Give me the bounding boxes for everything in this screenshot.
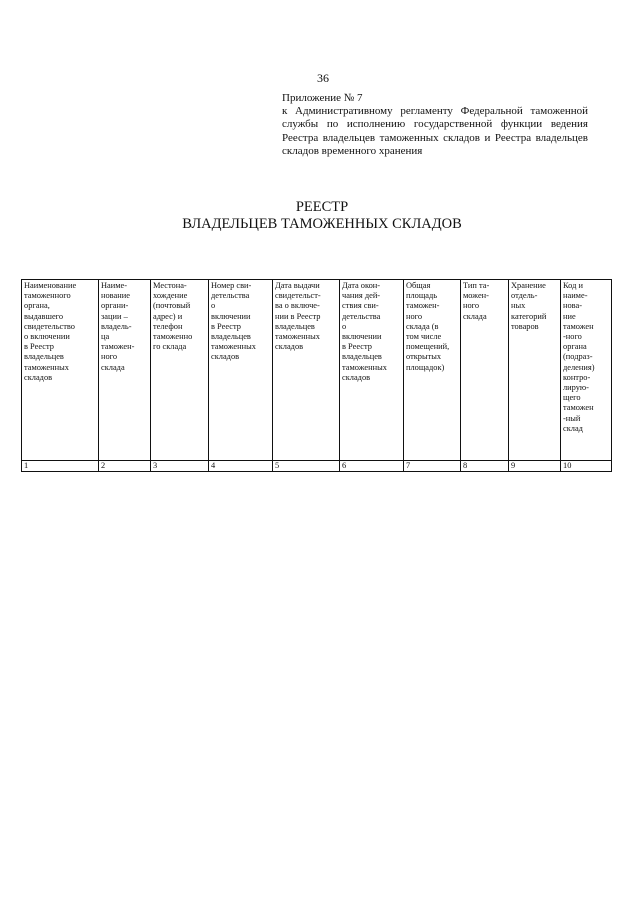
column-number: 8	[461, 461, 509, 472]
page-number: 36	[317, 71, 329, 85]
column-number: 6	[340, 461, 404, 472]
header-cell-issue-date: Дата выдачи свидетельст- ва о включе- нии в Реестр владельцев таможенных складов	[273, 280, 340, 461]
appendix-text: к Административному регламенту Федеральной таможенной службы по исполнению государственной функции ведения Реестра владельцев таможенных складов и Реестра владельцев складов временного хранения	[282, 105, 588, 157]
registry-title-line1: РЕЕСТР	[295, 199, 349, 215]
header-cell-customs-authority: Наименование таможенного органа, выдавшего свидетельство о включении в Реестр владельцев таможенных складов	[22, 280, 99, 461]
header-cell-total-area: Общая площадь таможен- ного склада (в том числе помещений, открытых площадок)	[404, 280, 461, 461]
table-header-row	[22, 280, 612, 461]
column-number: 7	[404, 461, 461, 472]
header-cell-location: Местона- хождение (почтовый адрес) и телефон таможенно го склада	[151, 280, 209, 461]
column-number: 4	[209, 461, 273, 472]
column-number: 9	[509, 461, 561, 472]
column-number: 2	[99, 461, 151, 472]
registry-title-line2: ВЛАДЕЛЬЦЕВ ТАМОЖЕННЫХ СКЛАДОВ	[182, 216, 462, 232]
appendix-block	[282, 92, 588, 158]
registry-title	[0, 199, 640, 233]
column-number: 3	[151, 461, 209, 472]
header-cell-owner-organization: Наиме- нование органи- зации – владель- ца таможен- ного склада	[99, 280, 151, 461]
appendix-title: Приложение № 7	[282, 92, 363, 104]
header-cell-goods-storage: Хранение отдель- ных категорий товаров	[509, 280, 561, 461]
column-number: 10	[561, 461, 612, 472]
table-number-row	[22, 461, 612, 472]
header-cell-warehouse-type: Тип та- можен- ного склада	[461, 280, 509, 461]
column-number: 1	[22, 461, 99, 472]
header-cell-expiry-date: Дата окон- чания дей- ствия сви- детельства о включении в Реестр владельцев таможенных складов	[340, 280, 404, 461]
header-cell-certificate-number: Номер сви- детельства о включении в Реестр владельцев таможенных складов	[209, 280, 273, 461]
header-cell-controlling-authority: Код и наиме- нова- ние таможен -ного органа (подраз- деления) контро- лирую- щего таможен -ный склад	[561, 280, 612, 461]
registry-table	[21, 279, 612, 472]
column-number: 5	[273, 461, 340, 472]
